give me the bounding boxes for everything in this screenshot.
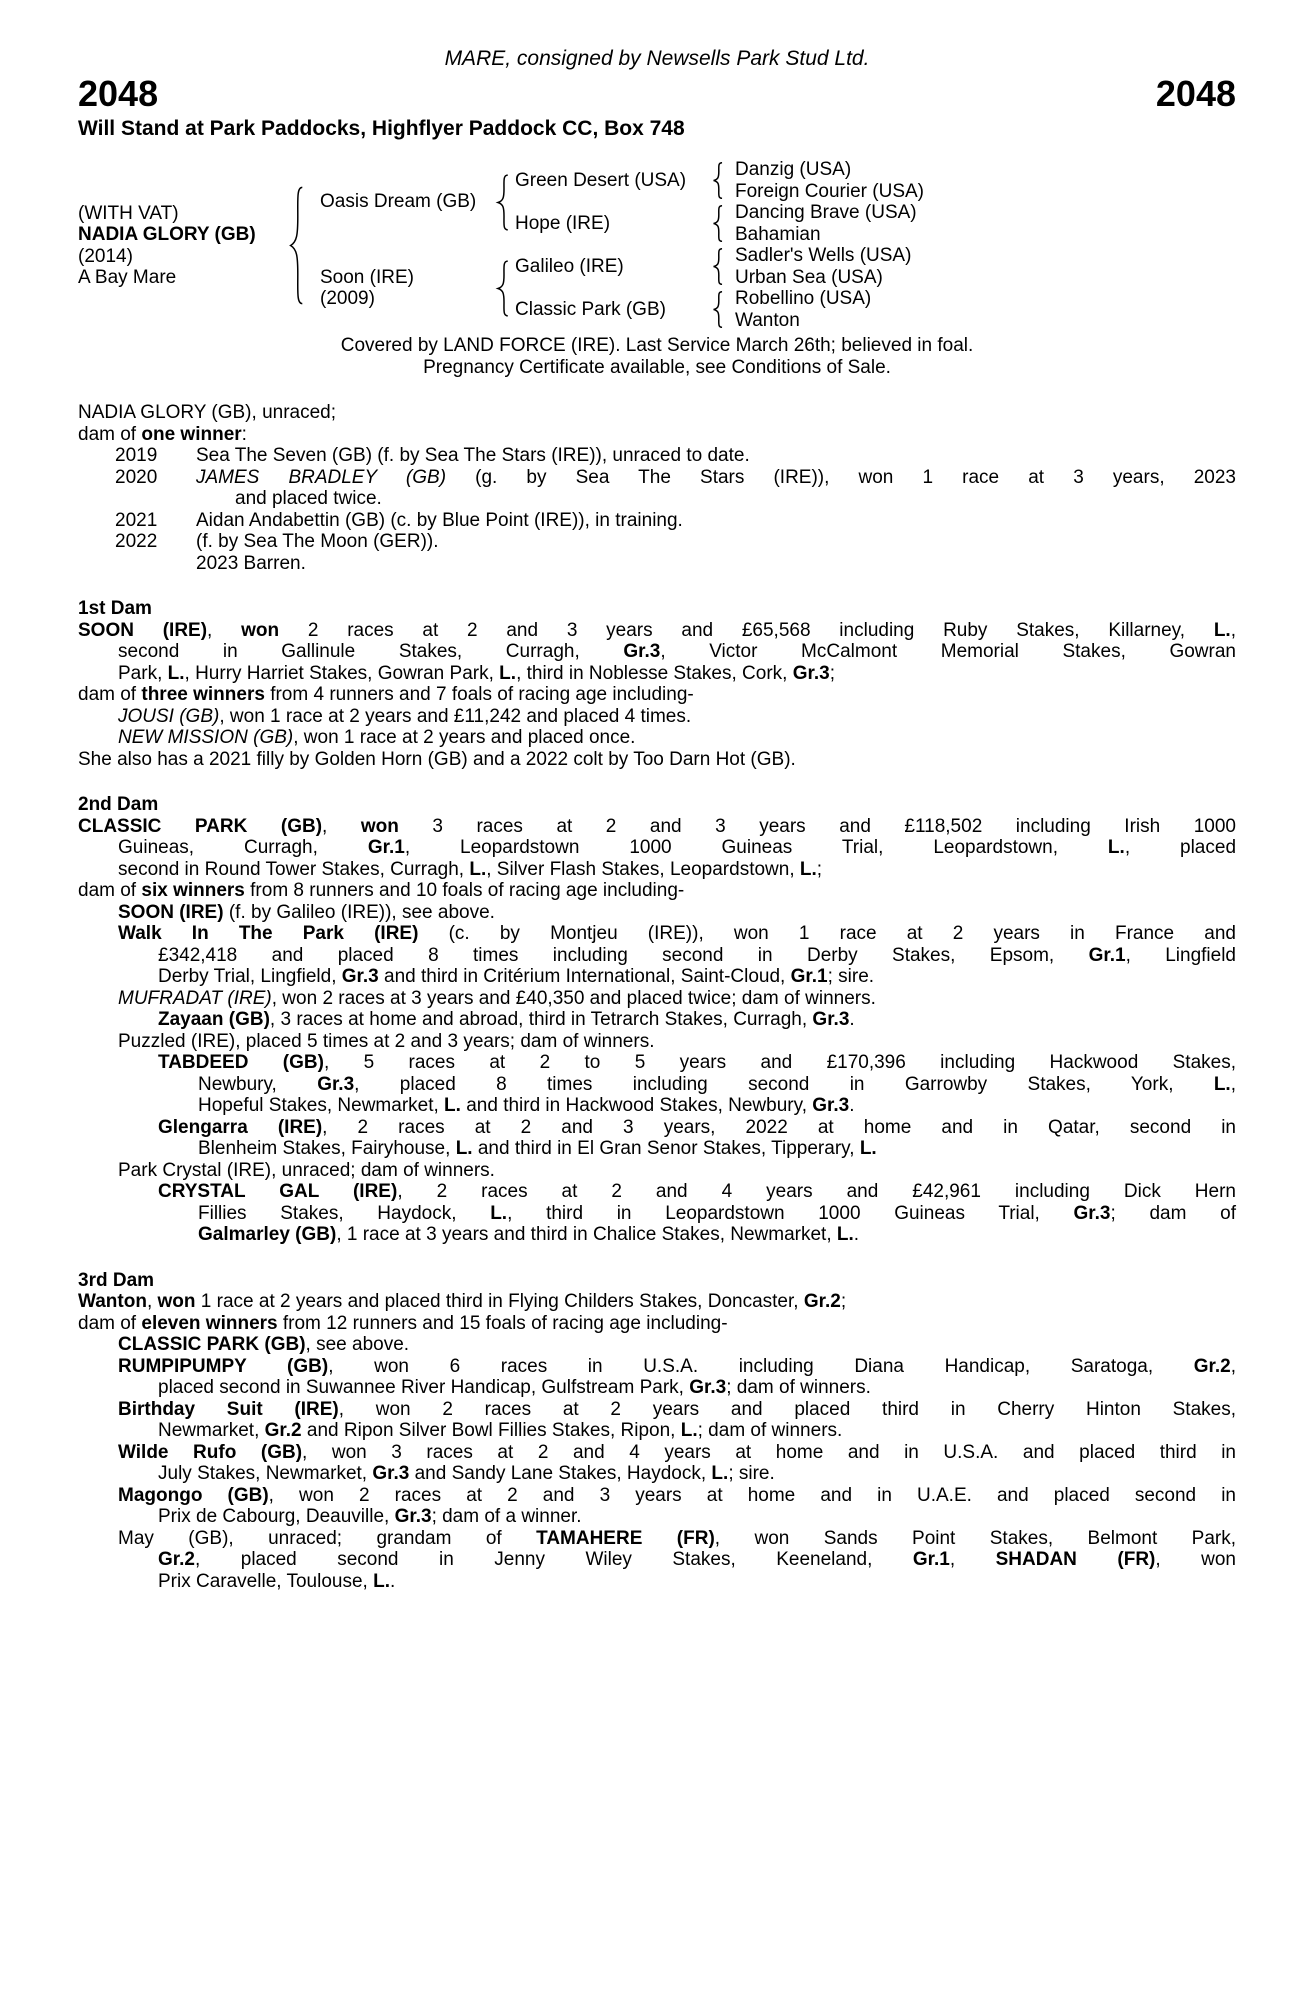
text-line [78, 1181, 1236, 1203]
text: , won Sands Point Stakes, Belmont Park, [714, 1527, 1236, 1549]
granddam-name: Hope (IRE) [515, 213, 611, 234]
produce-row [78, 553, 1236, 575]
bold-text: Gr.1 [1088, 944, 1126, 966]
covered-line-2: Pregnancy Certificate available, see Conditions of Sale. [423, 356, 891, 378]
bold-text: L. [469, 858, 487, 880]
text: ; dam of [1110, 1202, 1236, 1224]
text-line [78, 923, 1236, 945]
text: (c. by Montjeu (IRE)), won 1 race at 2 years in France and [418, 923, 1236, 944]
text-line [78, 467, 1236, 489]
text: ; dam of winners. [697, 1420, 843, 1441]
covering-statement [0, 335, 1314, 378]
dam-section-3 [78, 1270, 1236, 1593]
bold-text: L. [836, 1224, 854, 1245]
sire-name: Oasis Dream (GB) [320, 191, 477, 212]
text-line [78, 1377, 1236, 1399]
vat-label: (WITH VAT) [78, 203, 179, 224]
paragraph [78, 1052, 1236, 1117]
text-line [78, 706, 1236, 728]
text-line [78, 1224, 1236, 1246]
bold-text: Magongo (GB) [118, 1484, 269, 1506]
text: and Ripon Silver Bowl Fillies Stakes, Ripon, [301, 1420, 681, 1441]
text: ; [816, 858, 823, 880]
text: Prix Caravelle, Toulouse, [158, 1570, 374, 1592]
bold-text: Gr.3 [812, 1095, 850, 1116]
consignor-line: MARE, consigned by Newsells Park Stud Ltd. [444, 47, 870, 70]
bold-text: L. [490, 1202, 508, 1224]
dam-name: Soon (IRE) [320, 267, 414, 288]
produce-row [78, 510, 1236, 532]
pedigree-ancestor: Robellino (USA) [735, 288, 872, 309]
text: , [322, 815, 361, 837]
bold-text: L. [711, 1463, 729, 1484]
pedigree-ancestor: Danzig (USA) [735, 159, 852, 180]
pedigree-ancestor: Foreign Courier (USA) [735, 181, 924, 202]
text-line [78, 837, 1236, 859]
text-line [78, 1160, 1236, 1182]
italic-text: MUFRADAT (IRE) [118, 987, 272, 1009]
italic-text: JOUSI (GB) [118, 705, 220, 727]
paragraph [78, 902, 1236, 924]
bold-text: Glengarra (IRE) [158, 1116, 323, 1138]
paragraph [78, 880, 1236, 902]
text: . [389, 1570, 396, 1592]
text-line [78, 1399, 1236, 1421]
text-line [78, 1356, 1236, 1378]
bold-text: Wanton [78, 1291, 147, 1312]
text: and placed twice. [235, 488, 382, 509]
text: NADIA GLORY (GB), unraced; [78, 402, 337, 423]
bold-text: CLASSIC PARK (GB) [78, 815, 323, 837]
text-line [78, 902, 1236, 924]
text: , won [1155, 1549, 1236, 1570]
text-line [78, 1420, 1236, 1442]
text-line [78, 1074, 1236, 1096]
paragraph [78, 1031, 1236, 1053]
text: , [1230, 619, 1236, 641]
bold-text: won [360, 815, 399, 837]
text-line [78, 424, 1236, 446]
text-line [78, 1334, 1236, 1356]
text: ; [829, 662, 835, 684]
text: , 3 races at home and abroad, third in Tetrarch Stakes, Curragh, [269, 1009, 813, 1030]
italic-text: JAMES BRADLEY (GB) [196, 466, 447, 488]
paragraph [78, 1356, 1236, 1399]
pedigree-brace [711, 205, 724, 242]
granddam-name: Classic Park (GB) [515, 299, 666, 320]
text-line [78, 402, 1236, 424]
text: , [1230, 1073, 1236, 1095]
paragraph [78, 1313, 1236, 1335]
paragraph [78, 1160, 1236, 1182]
bold-text: Zayaan (GB) [158, 1009, 270, 1030]
text-line [78, 727, 1236, 749]
bold-text: SHADAN (FR) [995, 1549, 1156, 1570]
pedigree-brace [287, 185, 305, 306]
bold-text: Gr.3 [317, 1073, 355, 1095]
text: , [207, 619, 242, 641]
text: 3 races at 2 and 3 years and £118,502 including Irish 1000 [398, 815, 1236, 837]
bold-text: L. [1107, 837, 1125, 858]
bold-text: Wilde Rufo (GB) [118, 1441, 303, 1463]
year-label: 2021 [115, 509, 158, 531]
bold-text: Walk In The Park (IRE) [118, 923, 419, 944]
text: , [949, 1549, 996, 1570]
text: second in Gallinule Stakes, Curragh, [118, 641, 624, 662]
paragraph [78, 749, 1236, 771]
text: , 2 races at 2 and 3 years, 2022 at home and in Qatar, second in [322, 1116, 1236, 1138]
text: , [1230, 1355, 1236, 1377]
text: and third in Hackwood Stakes, Newbury, [460, 1095, 813, 1116]
text: and Sandy Lane Stakes, Haydock, [409, 1463, 712, 1484]
lot-number-row [78, 72, 1236, 114]
covered-line-1: Covered by LAND FORCE (IRE). Last Service March 26th; believed in foal. [340, 335, 974, 356]
text: , placed second in Jenny Wiley Stakes, Keeneland, [194, 1549, 913, 1570]
text-line [78, 880, 1236, 902]
grandsire-name: Green Desert (USA) [515, 170, 687, 191]
text: ; dam of a winner. [431, 1506, 582, 1527]
text: Park Crystal (IRE), unraced; dam of winners. [118, 1159, 495, 1181]
text-line [78, 488, 1236, 510]
pedigree-brace [495, 174, 510, 231]
text: second in Round Tower Stakes, Curragh, [118, 858, 470, 880]
text: , Leopardstown 1000 Guineas Trial, Leopardstown, [404, 837, 1108, 858]
text: , 5 races at 2 to 5 years and £170,396 including Hackwood Stakes, [323, 1052, 1236, 1073]
text-line [78, 510, 1236, 532]
text: dam of [78, 684, 142, 705]
section-heading: 2nd Dam [78, 794, 159, 815]
text: , won 1 race at 2 years and placed once. [293, 727, 636, 748]
text-line [78, 684, 1236, 706]
text-line [78, 1095, 1236, 1117]
text: from 8 runners and 10 foals of racing age including- [244, 880, 685, 901]
text: ; sire. [827, 966, 875, 987]
text: She also has a 2021 filly by Golden Horn (GB) and a 2022 colt by Too Darn Hot (GB). [78, 748, 796, 770]
text-line [78, 966, 1236, 988]
section-heading: 3rd Dam [78, 1269, 155, 1291]
text: 2 races at 2 and 3 years and £65,568 including Ruby Stakes, Killarney, [279, 619, 1214, 641]
text: (f. by Sea The Moon (GER)). [196, 531, 439, 552]
text: Guineas, Curragh, [118, 837, 368, 858]
bold-text: L. [499, 662, 517, 684]
text-line [78, 1506, 1236, 1528]
bold-text: eleven winners [141, 1312, 278, 1334]
text: , Silver Flash Stakes, Leopardstown, [486, 858, 800, 880]
text: , Lingfield [1125, 944, 1236, 966]
text-line [78, 749, 1236, 771]
text: dam of [78, 423, 142, 445]
text-line [78, 1009, 1236, 1031]
text-line [78, 1203, 1236, 1225]
produce-row [78, 445, 1236, 467]
paragraph [78, 816, 1236, 881]
bold-text: L. [859, 1138, 877, 1159]
text-line [78, 1291, 1236, 1313]
bold-text: won [241, 619, 280, 641]
text: and third in El Gran Senor Stakes, Tipperary, [472, 1138, 860, 1159]
bold-text: Gr.3 [812, 1009, 850, 1030]
text-line [78, 1313, 1236, 1335]
bold-text: Birthday Suit (IRE) [118, 1398, 339, 1420]
text: , won 2 races at 2 years and placed third in Cherry Hinton Stakes, [338, 1398, 1236, 1420]
paragraph [78, 1399, 1236, 1442]
text: Prix de Cabourg, Deauville, [158, 1506, 395, 1527]
text-line [78, 1549, 1236, 1571]
text-line [78, 445, 1236, 467]
text-line [78, 1031, 1236, 1053]
text-line [78, 988, 1236, 1010]
text: 1 race at 2 years and placed third in Flying Childers Stakes, Doncaster, [195, 1291, 804, 1312]
paragraph [78, 620, 1236, 685]
text: . [849, 1095, 855, 1116]
bold-text: TAMAHERE (FR) [536, 1527, 715, 1549]
bold-text: L. [455, 1138, 473, 1159]
paragraph [78, 1334, 1236, 1356]
lot-number-left: 2048 [78, 72, 159, 114]
text: , won 2 races at 3 years and £40,350 and placed twice; dam of winners. [271, 987, 876, 1009]
bold-text: Gr.3 [623, 641, 661, 662]
paragraph [78, 402, 1236, 424]
bold-text: Gr.1 [790, 966, 828, 987]
bold-text: six winners [141, 880, 245, 901]
bold-text: CRYSTAL GAL (IRE) [158, 1181, 398, 1202]
section-heading: 1st Dam [78, 598, 152, 619]
text-line [78, 1485, 1236, 1507]
paragraph [78, 727, 1236, 749]
pedigree-brace [711, 248, 724, 285]
text: . [849, 1009, 855, 1030]
paragraph [78, 1181, 1236, 1246]
text: , [146, 1291, 158, 1312]
text: Newmarket, [158, 1420, 265, 1441]
bold-text: Gr.1 [367, 837, 405, 858]
bold-text: Gr.2 [1193, 1355, 1231, 1377]
produce-rows [78, 445, 1236, 574]
paragraph [78, 424, 1236, 446]
italic-text: NEW MISSION (GB) [118, 727, 294, 748]
text: , third in Noblesse Stakes, Cork, [516, 662, 793, 684]
bold-text: Gr.2 [158, 1549, 195, 1570]
text: Blenheim Stakes, Fairyhouse, [198, 1138, 456, 1159]
bold-text: Gr.3 [341, 966, 379, 987]
paragraph [78, 1291, 1236, 1313]
text-line [78, 1528, 1236, 1550]
text-line [78, 663, 1236, 685]
text: , 2 races at 2 and 4 years and £42,961 including Dick Hern [397, 1181, 1236, 1202]
pedigree-brace [711, 162, 724, 199]
text: (g. by Sea The Stars (IRE)), won 1 race at 3 years, 2023 [446, 466, 1236, 488]
paragraph [78, 988, 1236, 1010]
text: , won 3 races at 2 and 4 years at home and in U.S.A. and placed third in [302, 1441, 1237, 1463]
text: May (GB), unraced; grandam of [118, 1527, 537, 1549]
bold-text: L. [167, 662, 185, 684]
pedigree-ancestor: Dancing Brave (USA) [735, 202, 917, 223]
paragraph [78, 1442, 1236, 1485]
bold-text: SOON (IRE) [78, 619, 208, 641]
paragraph [78, 1528, 1236, 1593]
text: , see above. [305, 1334, 410, 1355]
bold-text: TABDEED (GB) [158, 1052, 324, 1073]
text: 2023 Barren. [196, 552, 306, 574]
pedigree-table [0, 141, 1314, 331]
year-label: 2020 [115, 466, 158, 488]
produce-row [78, 467, 1236, 510]
text: Park, [118, 662, 168, 684]
text-line [78, 859, 1236, 881]
text-line [78, 1052, 1236, 1074]
text: , Victor McCalmont Memorial Stakes, Gowran [660, 641, 1236, 662]
text: placed second in Suwannee River Handicap, Gulfstream Park, [158, 1377, 690, 1398]
paragraph [78, 684, 1236, 706]
text: . [853, 1224, 860, 1245]
foaling-year: (2014) [78, 246, 133, 267]
pedigree-brace [711, 291, 724, 328]
text: and third in Critérium International, Saint-Cloud, [378, 966, 791, 987]
text: Derby Trial, Lingfield, [158, 966, 342, 987]
text-line [78, 1117, 1236, 1139]
bold-text: Gr.2 [264, 1420, 302, 1441]
bold-text: L. [1213, 1073, 1231, 1095]
year-label: 2019 [115, 445, 158, 466]
bold-text: three winners [141, 684, 265, 705]
text: Fillies Stakes, Haydock, [198, 1202, 491, 1224]
stand-location-line: Will Stand at Park Paddocks, Highflyer Paddock CC, Box 748 [78, 116, 685, 140]
text-line [78, 945, 1236, 967]
produce-intro [78, 402, 1236, 445]
text-line [78, 531, 1236, 553]
bold-text: Gr.2 [803, 1291, 841, 1312]
text: Aidan Andabettin (GB) (c. by Blue Point (IRE)), in training. [196, 509, 683, 531]
text: ; sire. [728, 1463, 775, 1484]
text: Newbury, [198, 1073, 318, 1095]
text: , 1 race at 3 years and third in Chalice Stakes, Newmarket, [336, 1224, 837, 1245]
bold-text: SOON (IRE) [118, 901, 224, 923]
text: , placed 8 times including second in Garrowby Stakes, York, [354, 1073, 1214, 1095]
text-line [78, 620, 1236, 642]
text: , third in Leopardstown 1000 Guineas Trial, [507, 1202, 1074, 1224]
bold-text: L. [1213, 619, 1231, 641]
text: , placed [1124, 837, 1237, 858]
bold-text: Galmarley (GB) [198, 1224, 337, 1245]
paragraph [78, 706, 1236, 728]
grandsire-name: Galileo (IRE) [515, 256, 624, 277]
text: July Stakes, Newmarket, [158, 1463, 373, 1484]
text: ; dam of winners. [726, 1377, 871, 1398]
pedigree-ancestor: Wanton [735, 310, 800, 331]
bold-text: won [157, 1291, 196, 1312]
text: (f. by Galileo (IRE)), see above. [223, 901, 495, 923]
dam-sections [78, 598, 1236, 1592]
text: Sea The Seven (GB) (f. by Sea The Stars (IRE)), unraced to date. [196, 445, 750, 466]
pedigree-ancestor: Urban Sea (USA) [735, 267, 883, 288]
text: , won 1 race at 2 years and £11,242 and placed 4 times. [219, 705, 692, 727]
lot-number-right: 2048 [1155, 72, 1236, 114]
dam-section-1 [78, 598, 1236, 770]
text: ; [840, 1291, 847, 1312]
bold-text: Gr.1 [912, 1549, 950, 1570]
bold-text: Gr.3 [372, 1463, 410, 1484]
text: £342,418 and placed 8 times including second in Derby Stakes, Epsom, [158, 944, 1089, 966]
horse-name: NADIA GLORY (GB) [78, 224, 256, 245]
text-line [78, 641, 1236, 663]
bold-text: Gr.3 [394, 1506, 432, 1527]
bold-text: L. [444, 1095, 461, 1116]
text: : [241, 423, 247, 445]
paragraph [78, 923, 1236, 988]
text-line [78, 1571, 1236, 1593]
paragraph [78, 1117, 1236, 1160]
text: dam of [78, 880, 142, 901]
bold-text: L. [680, 1420, 698, 1441]
text: from 4 runners and 7 foals of racing age including- [264, 684, 694, 705]
produce-record [78, 402, 1236, 574]
pedigree-brace [495, 260, 510, 317]
text: , Hurry Harriet Stakes, Gowran Park, [184, 662, 500, 684]
text: , won 6 races in U.S.A. including Diana Handicap, Saratoga, [328, 1355, 1194, 1377]
bold-text: L. [799, 858, 817, 880]
text: Hopeful Stakes, Newmarket, [198, 1095, 445, 1116]
paragraph [78, 1009, 1236, 1031]
horse-description: A Bay Mare [78, 267, 177, 288]
bold-text: Gr.3 [689, 1377, 727, 1398]
text-line [78, 1138, 1236, 1160]
pedigree-ancestor: Bahamian [735, 224, 821, 245]
text: from 12 runners and 15 foals of racing age including- [277, 1312, 728, 1334]
text: dam of [78, 1312, 142, 1334]
text-line [78, 816, 1236, 838]
bold-text: one winner [141, 423, 242, 445]
bold-text: RUMPIPUMPY (GB) [118, 1355, 329, 1377]
paragraph [78, 1485, 1236, 1528]
dam-section-2 [78, 794, 1236, 1246]
bold-text: L. [373, 1570, 390, 1592]
pedigree-ancestor: Sadler's Wells (USA) [735, 245, 912, 266]
text-line [78, 1442, 1236, 1464]
text-line [78, 1463, 1236, 1485]
text-line [78, 553, 1236, 575]
bold-text: Gr.3 [1073, 1202, 1111, 1224]
year-label: 2022 [115, 531, 158, 552]
bold-text: CLASSIC PARK (GB) [118, 1334, 306, 1355]
produce-row [78, 531, 1236, 553]
text: , won 2 races at 2 and 3 years at home and in U.A.E. and placed second in [268, 1484, 1236, 1506]
text: Puzzled (IRE), placed 5 times at 2 and 3 years; dam of winners. [118, 1030, 655, 1052]
dam-year: (2009) [320, 288, 375, 309]
bold-text: Gr.3 [792, 662, 830, 684]
